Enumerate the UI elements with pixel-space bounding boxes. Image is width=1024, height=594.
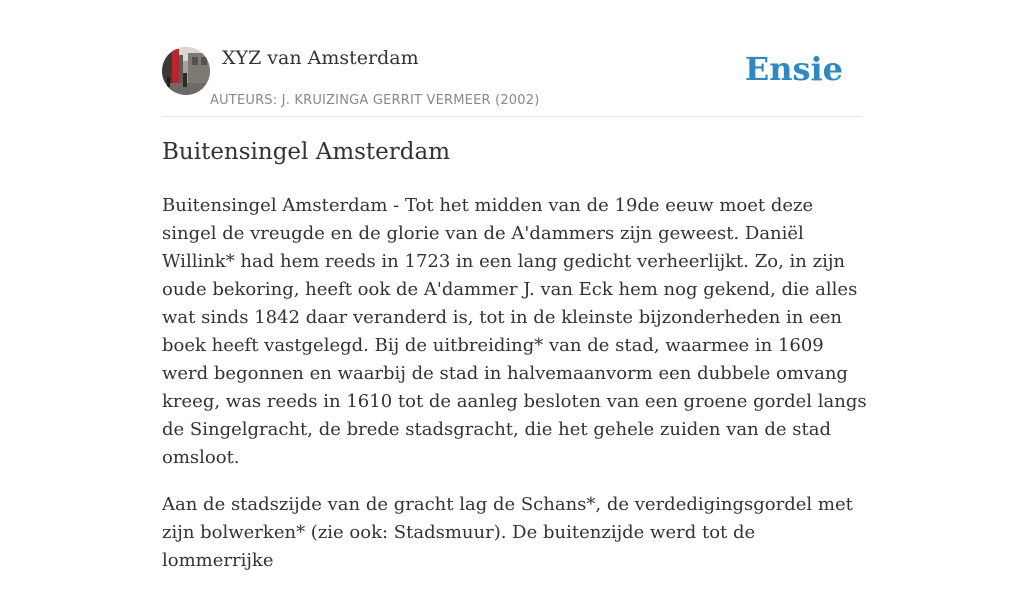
authors-line: AUTEURS: J. KRUIZINGA GERRIT VERMEER (2002) (210, 93, 540, 108)
article-paragraph: Aan de stadszijde van de gracht lag de Schans*, de verdedigingsgordel met zijn bolwerken* (zie ook: Stadsmuur). De buitenzijde werd tot de lommerrijke (162, 494, 853, 571)
street-photo-icon (162, 47, 210, 95)
source-header (162, 44, 862, 117)
article-title: Buitensingel Amsterdam (162, 139, 451, 165)
article-body (162, 192, 868, 594)
article-paragraph: Buitensingel Amsterdam - Tot het midden van de 19de eeuw moet deze singel de vreugde en de glorie van de A'dammers zijn geweest. Daniël Willink* had hem reeds in 1723 in een lang gedicht verheerlijkt. Zo, in zijn oude bekoring, heeft ook de A'dammer J. van Eck hem nog gekend, die alles wat sinds 1842 daar veranderd is, tot in de kleinste bijzonderheden in een boek heeft vastgelegd. Bij de uitbreiding* van de stad, waarmee in 1609 werd begonnen en waarbij de stad in halvemaanvorm een dubbele omvang kreeg, was reeds in 1610 tot de aanleg besloten van een groene gordel langs de Singelgracht, de brede stadsgracht, die het gehele zuiden van de stad omsloot. (162, 195, 867, 468)
source-avatar[interactable] (162, 47, 210, 95)
ensie-logo-link[interactable]: Ensie (744, 50, 843, 88)
source-title-link[interactable]: XYZ van Amsterdam (222, 47, 419, 69)
